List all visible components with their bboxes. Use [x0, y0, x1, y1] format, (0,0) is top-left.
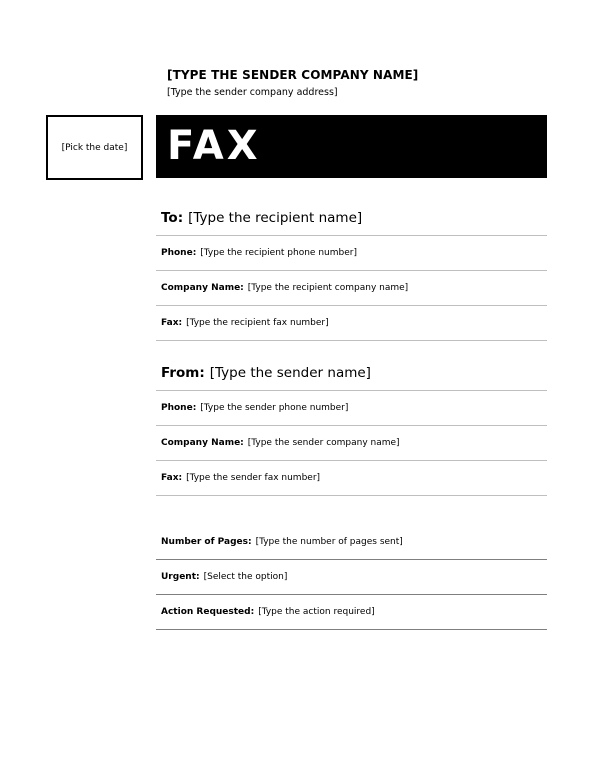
date-picker-field[interactable]	[46, 115, 143, 180]
action-label: Action Requested:	[161, 607, 255, 617]
sender-phone-field[interactable]: [Type the sender phone number]	[200, 403, 349, 413]
recipient-company-label: Company Name:	[161, 283, 244, 293]
action-row	[156, 595, 547, 630]
from-label: From:	[161, 365, 205, 381]
sender-section	[156, 356, 547, 496]
recipient-fax-label: Fax:	[161, 318, 183, 328]
recipient-section	[156, 201, 547, 341]
urgent-label: Urgent:	[161, 572, 200, 582]
recipient-company-field[interactable]: [Type the recipient company name]	[247, 283, 409, 293]
sender-company-field[interactable]: [Type the sender company name]	[247, 438, 400, 448]
sender-fax-label: Fax:	[161, 473, 183, 483]
recipient-fax-field[interactable]: [Type the recipient fax number]	[186, 318, 329, 328]
urgent-select[interactable]: [Select the option]	[203, 572, 288, 582]
recipient-fax-row	[156, 306, 547, 341]
recipient-name-field[interactable]: [Type the recipient name]	[188, 210, 363, 226]
pages-row	[156, 525, 547, 560]
sender-name-row	[156, 356, 547, 391]
sender-name-field[interactable]: [Type the sender name]	[209, 365, 371, 381]
recipient-phone-row	[156, 236, 547, 271]
sender-phone-row	[156, 391, 547, 426]
pages-label: Number of Pages:	[161, 537, 252, 547]
recipient-company-row	[156, 271, 547, 306]
sender-fax-field[interactable]: [Type the sender fax number]	[186, 473, 321, 483]
fax-title: FAX	[167, 123, 261, 169]
sender-phone-label: Phone:	[161, 403, 197, 413]
fax-banner	[156, 115, 547, 178]
action-field[interactable]: [Type the action required]	[258, 607, 375, 617]
recipient-phone-field[interactable]: [Type the recipient phone number]	[200, 248, 357, 258]
recipient-phone-label: Phone:	[161, 248, 197, 258]
details-section	[156, 525, 547, 630]
to-label: To:	[161, 210, 184, 226]
sender-company-label: Company Name:	[161, 438, 244, 448]
date-placeholder: [Pick the date]	[61, 142, 128, 153]
sender-company-name-field[interactable]: [TYPE THE SENDER COMPANY NAME]	[167, 68, 419, 82]
sender-company-address-field[interactable]: [Type the sender company address]	[167, 87, 338, 98]
sender-fax-row	[156, 461, 547, 496]
pages-field[interactable]: [Type the number of pages sent]	[255, 537, 403, 547]
recipient-name-row	[156, 201, 547, 236]
urgent-row	[156, 560, 547, 595]
sender-company-row	[156, 426, 547, 461]
